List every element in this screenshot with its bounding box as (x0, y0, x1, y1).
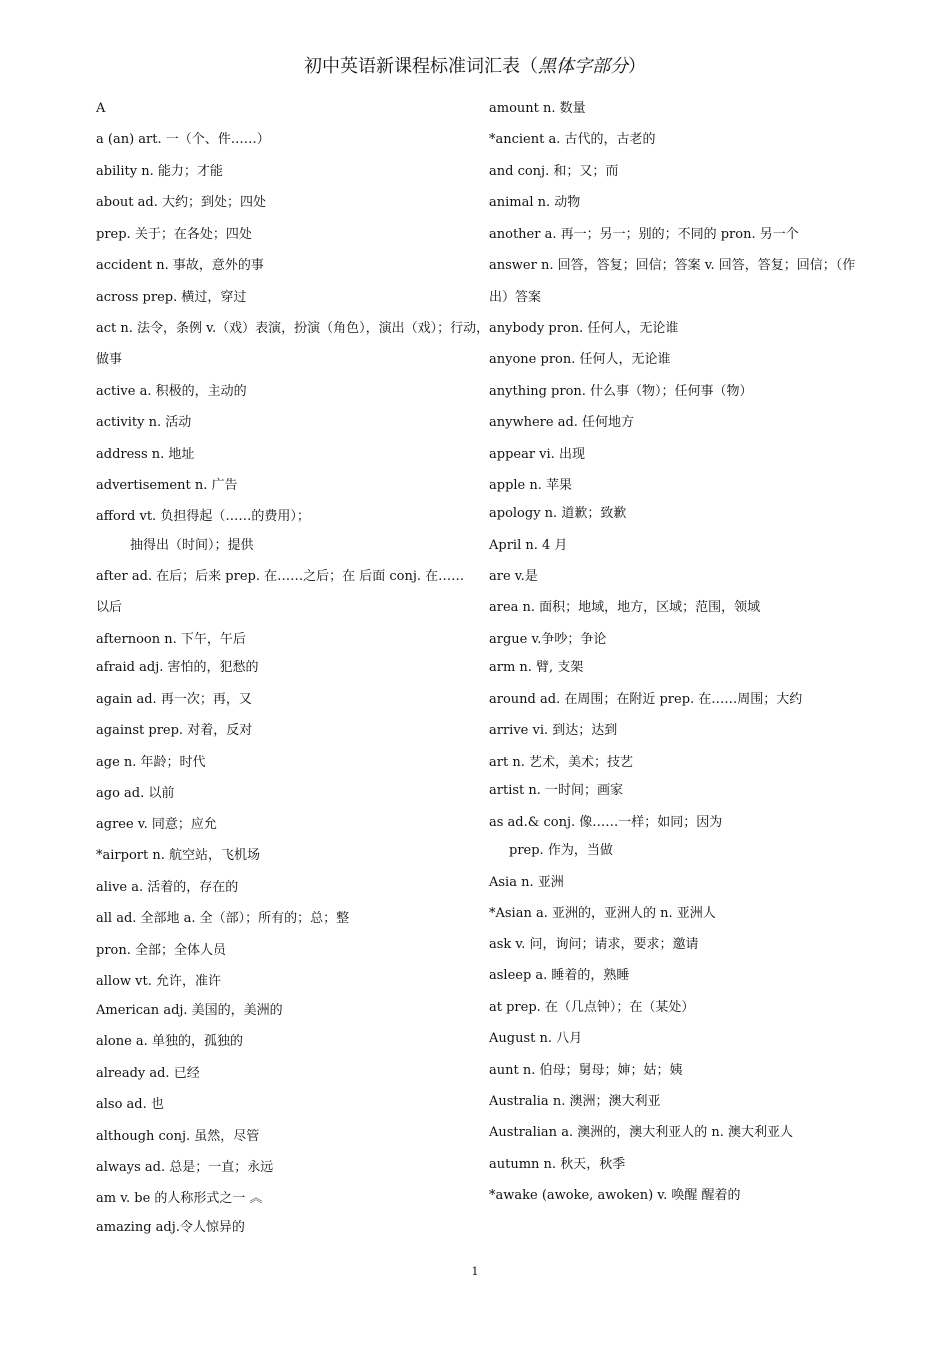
vocab-entry: apology n. 道歉；致歉 (489, 506, 627, 521)
title-main: 初中英语新课程标准词汇表（ (304, 56, 538, 77)
vocab-entry: amount n. 数量 (489, 101, 586, 116)
vocab-entry: anything pron. 什么事（物）；任何事（物） (489, 384, 753, 399)
vocab-entry: always ad. 总是；一直；永远 (96, 1160, 274, 1175)
vocab-entry: 以后 (96, 600, 123, 615)
vocab-entry: advertisement n. 广告 (96, 478, 238, 493)
vocab-entry: act n. 法令，条例 v.（戏）表演，扮演（角色），演出（戏）；行动， (96, 321, 490, 336)
vocab-entry: are v.是 (489, 569, 538, 584)
vocab-entry: although conj. 虽然，尽管 (96, 1129, 260, 1144)
vocab-entry: accident n. 事故，意外的事 (96, 258, 264, 273)
vocab-entry: A (96, 101, 106, 116)
vocab-entry: and conj. 和；又；而 (489, 164, 619, 179)
vocab-entry: ago ad. 以前 (96, 786, 175, 801)
vocab-entry: anywhere ad. 任何地方 (489, 415, 635, 430)
vocab-entry: at prep. 在（几点钟）；在（某处） (489, 1000, 695, 1015)
vocab-entry: alive a. 活着的，存在的 (96, 880, 239, 895)
title-italic: 黑体字部分 (538, 56, 628, 77)
vocab-entry: animal n. 动物 (489, 195, 581, 210)
vocab-entry: Australian a. 澳洲的，澳大利亚人的 n. 澳大利亚人 (489, 1125, 793, 1140)
vocab-entry: *awake (awoke, awoken) v. 唤醒 醒着的 (489, 1188, 741, 1203)
vocab-entry: argue v.争吵；争论 (489, 632, 607, 647)
vocab-entry: 出）答案 (489, 290, 542, 305)
vocab-entry: 抽得出（时间）；提供 (130, 538, 254, 553)
vocab-entry: apple n. 苹果 (489, 478, 573, 493)
vocab-entry: agree v. 同意；应允 (96, 817, 217, 832)
vocab-entry: arrive vi. 到达；达到 (489, 723, 618, 738)
vocab-entry: age n. 年龄；时代 (96, 755, 206, 770)
vocab-entry: *ancient a. 古代的，古老的 (489, 132, 656, 147)
page-title (0, 54, 950, 80)
vocab-entry: ability n. 能力；才能 (96, 164, 223, 179)
vocab-entry: answer n. 回答，答复；回信；答案 v. 回答，答复；回信；（作 (489, 258, 856, 273)
vocab-entry: appear vi. 出现 (489, 447, 585, 462)
vocab-entry: artist n. 一时间；画家 (489, 783, 624, 798)
vocab-entry: ask v. 问，询问；请求，要求；邀请 (489, 937, 699, 952)
vocab-entry: prep. 关于；在各处；四处 (96, 227, 252, 242)
vocab-entry: another a. 再一；另一；别的；不同的 pron. 另一个 (489, 227, 799, 242)
vocab-entry: American adj. 美国的，美洲的 (96, 1003, 283, 1018)
vocab-entry: after ad. 在后；后来 prep. 在……之后；在 后面 conj. 在…… (96, 569, 465, 584)
vocab-entry: am v. be 的人称形式之一 ︽ (96, 1191, 263, 1206)
vocab-entry: across prep. 横过，穿过 (96, 290, 247, 305)
vocab-entry: arm n. 臂, 支架 (489, 660, 584, 675)
vocab-entry: about ad. 大约；到处；四处 (96, 195, 266, 210)
page-number: 1 (471, 1265, 479, 1278)
vocab-entry: area n. 面积；地域，地方，区域；范围，领域 (489, 600, 761, 615)
vocab-entry: amazing adj.令人惊异的 (96, 1220, 245, 1235)
title-end: ） (628, 56, 646, 77)
vocab-entry: around ad. 在周围；在附近 prep. 在……周围；大约 (489, 692, 803, 707)
vocab-entry: also ad. 也 (96, 1097, 164, 1112)
vocab-entry: a (an) art. 一（个、件……） (96, 132, 270, 147)
vocab-entry: against prep. 对着，反对 (96, 723, 253, 738)
vocab-entry: aunt n. 伯母；舅母；婶；姑；姨 (489, 1063, 683, 1078)
vocab-entry: anyone pron. 任何人，无论谁 (489, 352, 671, 367)
vocab-entry: August n. 八月 (489, 1031, 583, 1046)
vocab-entry: April n. 4 月 (489, 538, 568, 553)
vocab-entry: alone a. 单独的，孤独的 (96, 1034, 243, 1049)
vocab-entry: afternoon n. 下午，午后 (96, 632, 246, 647)
vocab-entry: 做事 (96, 352, 123, 367)
vocab-entry: address n. 地址 (96, 447, 195, 462)
vocab-entry: autumn n. 秋天，秋季 (489, 1157, 626, 1172)
vocab-entry: pron. 全部；全体人员 (96, 943, 227, 958)
vocab-entry: Australia n. 澳洲；澳大利亚 (489, 1094, 661, 1109)
vocab-entry: afford vt. 负担得起（……的费用）； (96, 509, 310, 524)
vocab-entry: allow vt. 允许，准许 (96, 974, 221, 989)
vocab-entry: *Asian a. 亚洲的，亚洲人的 n. 亚洲人 (489, 906, 716, 921)
vocab-entry: Asia n. 亚洲 (489, 875, 564, 890)
vocab-entry: activity n. 活动 (96, 415, 192, 430)
vocab-entry: already ad. 已经 (96, 1066, 200, 1081)
vocab-entry: again ad. 再一次；再，又 (96, 692, 252, 707)
vocab-entry: afraid adj. 害怕的，犯愁的 (96, 660, 259, 675)
vocab-entry: asleep a. 睡着的，熟睡 (489, 968, 630, 983)
vocab-entry: prep. 作为，当做 (509, 843, 613, 858)
vocab-entry: as ad.& conj. 像……一样；如同；因为 (489, 815, 723, 830)
vocab-entry: anybody pron. 任何人，无论谁 (489, 321, 679, 336)
vocab-entry: all ad. 全部地 a. 全（部）；所有的；总；整 (96, 911, 350, 926)
vocab-entry: *airport n. 航空站，飞机场 (96, 848, 260, 863)
vocab-entry: art n. 艺术，美术；技艺 (489, 755, 633, 770)
vocab-entry: active a. 积极的，主动的 (96, 384, 247, 399)
